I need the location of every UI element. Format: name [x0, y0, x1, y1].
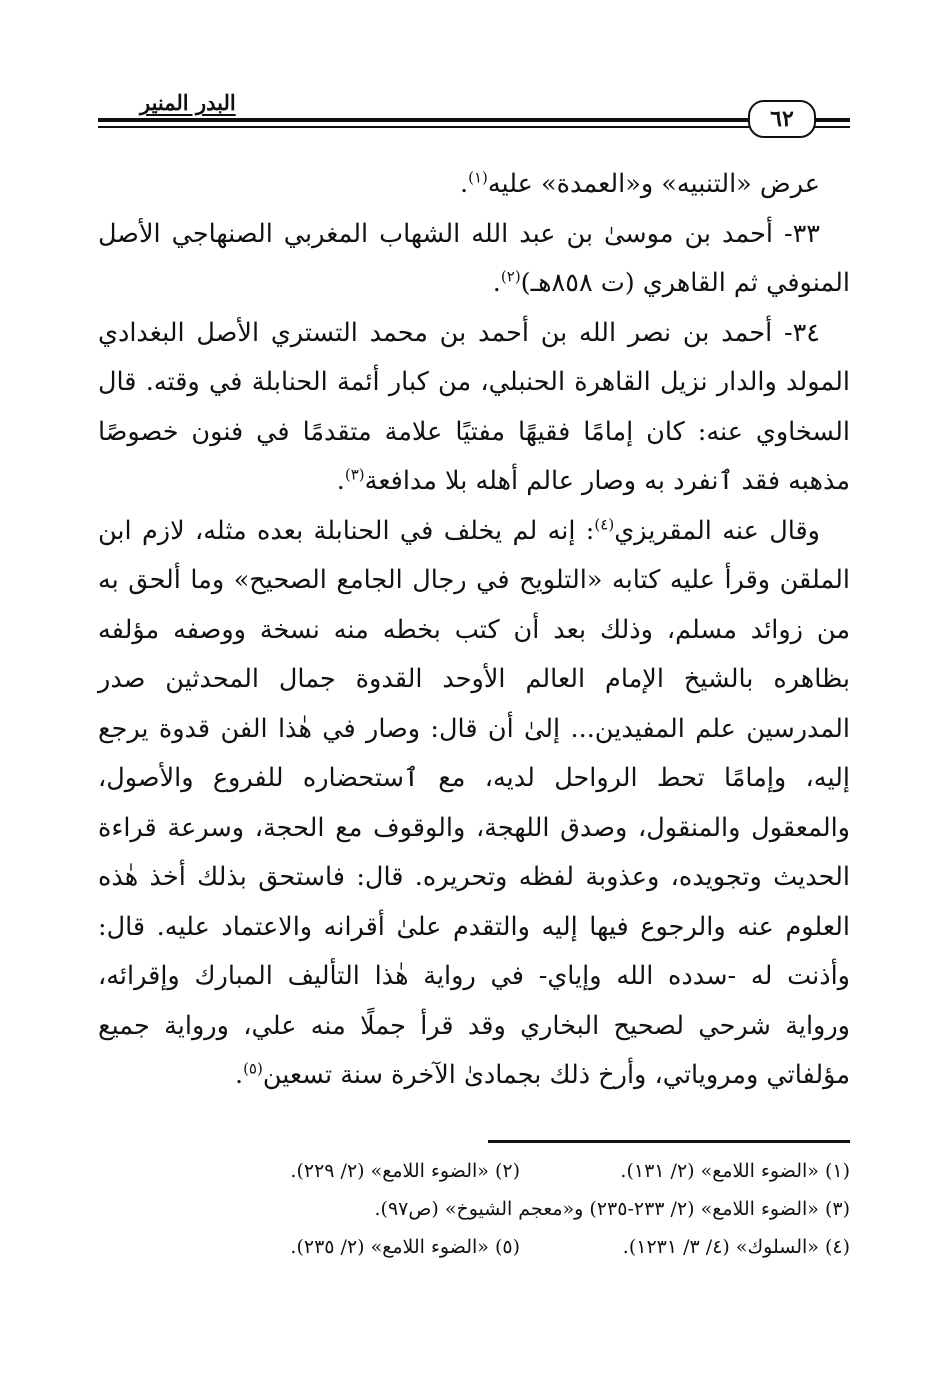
header-rule-thin: [98, 126, 850, 128]
footnote-4: (٤) «السلوك» (٤/ ٣/ ١٢٣١).: [622, 1236, 850, 1258]
footnote-row-2: [98, 1190, 850, 1228]
footnote-row-3: [98, 1228, 850, 1266]
paragraph-text: : إنه لم يخلف في الحنابلة بعده مثله، لازم ابن الملقن وقرأ عليه كتابه «التلويح في رجال الجامع الصحيح» وما ألحق به من زوائد مسلم، وذلك بعد أن كتب بخطه منه نسخة ووصفه مؤلفه بظاهره بالشيخ الإمام العالم الأوحد القدوة جمال المحدثين صدر المدرسين علم المفيدين... إلىٰ أن قال: وصار في هٰذا الفن قدوة يرجع إليه، وإمامًا تحط الرواحل لديه، مع ٱستحضاره للفروع والأصول، والمعقول والمنقول، وصدق اللهجة، والوقوف مع الحجة، وسرعة قراءة الحديث وتجويده، وعذوبة لفظه وتحريره. قال: فاستحق بذلك أخذ هٰذه العلوم عنه والرجوع فيها إليه والتقدم علىٰ أقرانه والاعتماد عليه. قال: وأذنت له -سدده الله وإياي- في رواية هٰذا التأليف المبارك وإقرائه، ورواية شرحي لصحيح البخاري وقد قرأ جملًا منه علي، ورواية جميع مؤلفاتي ومروياتي، وأرخ ذلك بجمادىٰ الآخرة سنة تسعين: [98, 515, 851, 1090]
footnote-row-1: [98, 1152, 850, 1190]
header-rule-thick: [98, 118, 850, 122]
page-header: [98, 88, 850, 138]
footnote-ref-2: (٢): [500, 267, 521, 286]
paragraph-text: ٣٣- أحمد بن موسىٰ بن عبد الله الشهاب المغربي الصنهاجي الأصل المنوفي ثم القاهري (ت ٨٥٨هـ): [98, 218, 850, 298]
paragraph-end-punct: .: [492, 268, 501, 298]
paragraph-end-punct: .: [336, 466, 345, 496]
paragraph-text: ٣٤- أحمد بن نصر الله بن أحمد بن محمد التستري الأصل البغدادي المولد والدار نزيل القاهرة الحنبلي، من كبار أئمة الحنابلة في وقته. قال السخاوي عنه: كان إمامًا فقيهًا مفتيًا علامة متقدمًا في فنون خصوصًا مذهبه فقد ٱنفرد به وصار عالم أهله بلا مدافعة: [98, 317, 850, 496]
paragraph-end-punct: .: [459, 169, 469, 199]
footnote-3: (٣) «الضوء اللامع» (٢/ ٢٣٣-٢٣٥) و«معجم الشيوخ» (ص٩٧).: [374, 1198, 850, 1220]
footnote-ref-5: (٥): [243, 1059, 263, 1078]
footnote-ref-3: (٣): [344, 465, 365, 484]
footnote-ref-1: (١): [468, 168, 488, 187]
paragraph-end-punct: .: [234, 1060, 244, 1090]
paragraph-entry-33: [98, 210, 850, 309]
paragraph-text-lead: وقال عنه المقريزي: [614, 515, 820, 546]
footnotes: [98, 1152, 850, 1266]
footnote-separator: [488, 1140, 850, 1143]
paragraph-maqrizi-quote: [98, 507, 850, 1101]
footnote-ref-4: (٤): [594, 515, 615, 533]
footnote-2: (٢) «الضوء اللامع» (٢/ ٢٢٩).: [290, 1160, 520, 1182]
paragraph-1: [98, 160, 850, 210]
running-title: البدر المنير: [136, 90, 240, 115]
footnote-5: (٥) «الضوء اللامع» (٢/ ٢٣٥).: [290, 1236, 520, 1258]
footnote-1: (١) «الضوء اللامع» (٢/ ١٣١).: [620, 1160, 850, 1182]
main-text: [98, 160, 850, 1101]
page-number: ٦٢: [748, 100, 816, 138]
paragraph-text: عرض «التنبيه» و«العمدة» عليه: [487, 169, 820, 199]
paragraph-entry-34: [98, 309, 850, 507]
